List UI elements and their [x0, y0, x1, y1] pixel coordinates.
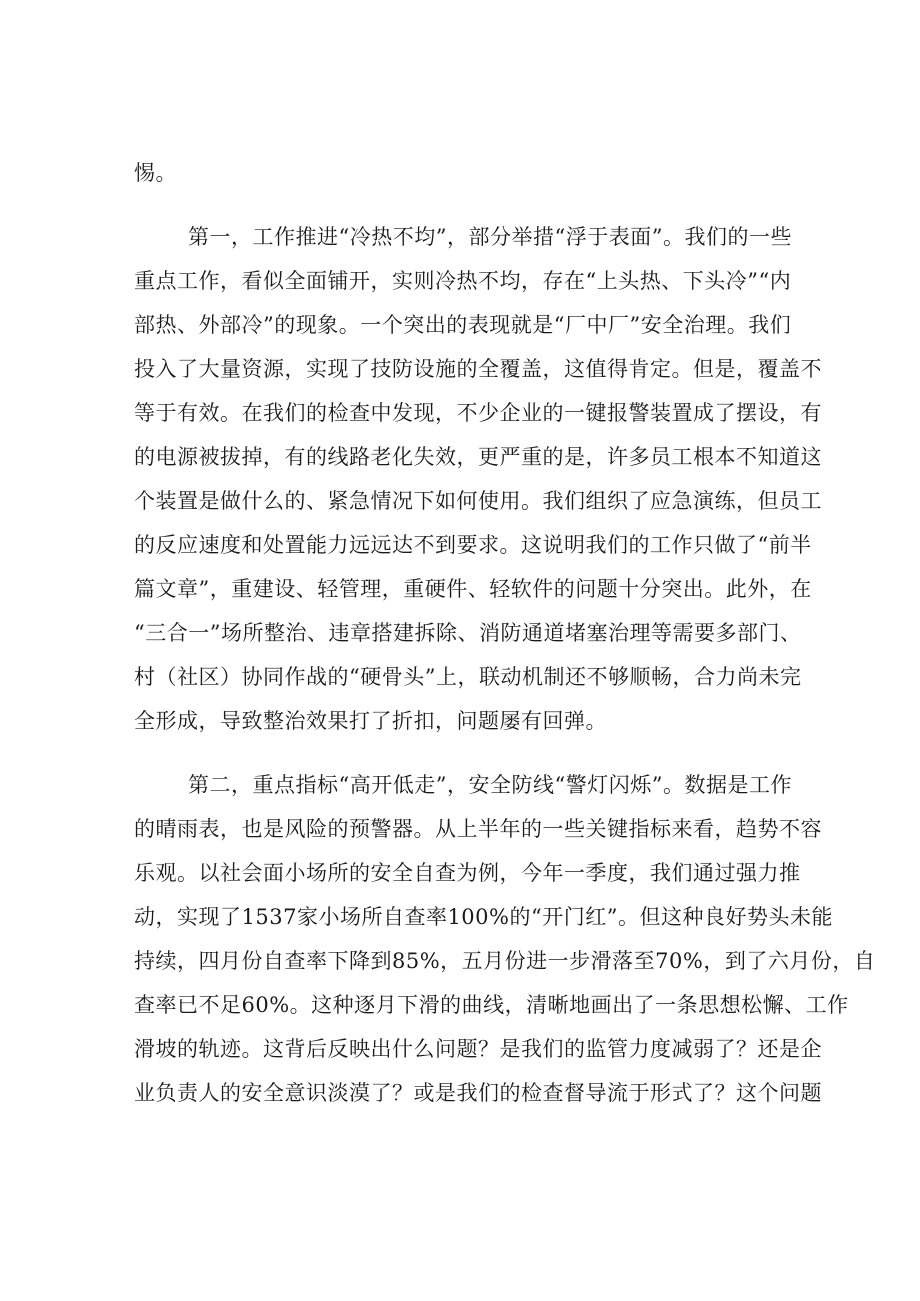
text-line: 滑坡的轨迹。这背后反映出什么问题？是我们的监管力度减弱了？还是企 — [134, 1037, 822, 1061]
text-line: 等于有效。在我们的检查中发现，不少企业的一键报警装置成了摆设，有 — [134, 401, 822, 425]
text-line: 投入了大量资源，实现了技防设施的全覆盖，这值得肯定。但是，覆盖不 — [134, 357, 822, 381]
text-line: 全形成，导致整治效果打了折扣，问题屡有回弹。 — [134, 709, 607, 733]
paragraph-first-line: 第一，工作推进“冷热不均”，部分举措“浮于表面”。我们的一些 — [188, 225, 792, 249]
text-line: 部热、外部冷”的现象。一个突出的表现就是“厂中厂”安全治理。我们 — [134, 313, 792, 337]
text-line: 业负责人的安全意识淡漠了？或是我们的检查督导流于形式了？这个问题 — [134, 1081, 822, 1105]
text-line: 的电源被拔掉，有的线路老化失效，更严重的是，许多员工根本不知道这 — [134, 445, 822, 469]
text-line: 的反应速度和处置能力远远达不到要求。这说明我们的工作只做了“前半 — [134, 533, 812, 557]
text-line: 村（社区）协同作战的“硬骨头”上，联动机制还不够顺畅，合力尚未完 — [134, 665, 802, 689]
text-line: 乐观。以社会面小场所的安全自查为例，今年一季度，我们通过强力推 — [134, 861, 801, 885]
text-line: “三合一”场所整治、违章搭建拆除、消防通道堵塞治理等需要多部门、 — [134, 621, 802, 645]
text-line: 动，实现了1537家小场所自查率100%的“开门红”。但这种良好势头未能 — [134, 905, 833, 929]
text-line: 持续，四月份自查率下降到85%，五月份进一步滑落至70%，到了六月份，自 — [134, 949, 876, 973]
text-line: 查率已不足60%。这种逐月下滑的曲线，清晰地画出了一条思想松懈、工作 — [134, 993, 849, 1017]
text-line: 的晴雨表，也是风险的预警器。从上半年的一些关键指标来看，趋势不容 — [134, 817, 822, 841]
text-line: 个装置是做什么的、紧急情况下如何使用。我们组织了应急演练，但员工 — [134, 489, 822, 513]
text-line: 篇文章”，重建设、轻管理，重硬件、轻软件的问题十分突出。此外，在 — [134, 577, 812, 601]
paragraph-first-line: 第二，重点指标“高开低走”，安全防线“警灯闪烁”。数据是工作 — [188, 773, 792, 797]
text-line: 惕。 — [134, 161, 177, 185]
text-line: 重点工作，看似全面铺开，实则冷热不均，存在“上头热、下头冷”“内 — [134, 269, 792, 293]
